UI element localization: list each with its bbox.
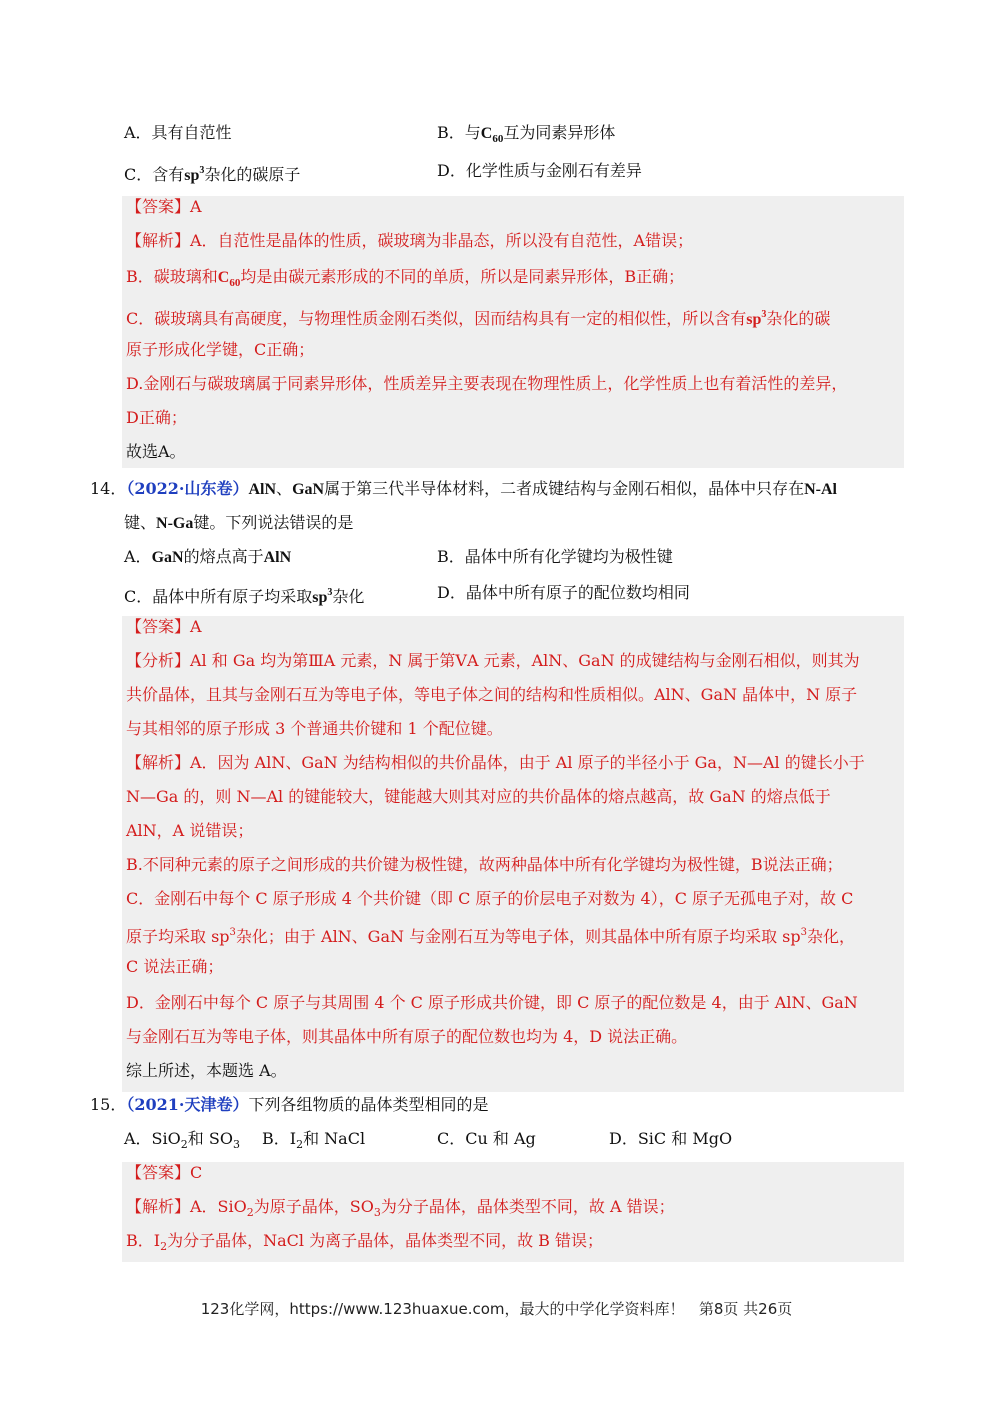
q15-jiexi-2-b: 为分子晶体，NaCl 为离子晶体，晶体类型不同，故 B 错误； bbox=[167, 1231, 604, 1250]
q14-option-a-formula-2: AlN bbox=[263, 549, 292, 566]
q13-analysis-line-2 bbox=[126, 266, 684, 294]
q15-answer: 【答案】C bbox=[126, 1163, 203, 1182]
q14-option-c-text: 杂化 bbox=[332, 587, 365, 606]
q14-jiexi-line-1: 【解析】A．因为 AlN、GaN 为结构相似的共价晶体，由于 Al 原子的半径小于 Ga，N—Al 的键长小于 bbox=[126, 753, 865, 772]
footer-page-number: 第8页 共26页 bbox=[698, 1300, 793, 1318]
q13-analysis-3-text: 杂化的碳 bbox=[766, 309, 831, 328]
q15-option-b-2: 和 NaCl bbox=[303, 1129, 366, 1148]
q14-jiexi-line-3: AlN，A 说错误； bbox=[126, 821, 254, 840]
q15-jiexi-line-1 bbox=[126, 1196, 675, 1224]
q14-jiexi-line-6 bbox=[126, 922, 855, 948]
q13-option-b-prefix: B．与 bbox=[437, 123, 481, 142]
q14-formula-aln: AlN bbox=[248, 481, 277, 498]
q14-stem-text-1: 属于第三代半导体材料，二者成键结构与金刚石相似，晶体中只存在 bbox=[324, 479, 805, 498]
q13-option-c-prefix: C．含有 bbox=[124, 165, 185, 184]
q13-analysis-3-sup: 3 bbox=[761, 309, 767, 320]
q15-answer-box bbox=[122, 1162, 904, 1262]
q13-analysis-3-formula: sp bbox=[746, 311, 762, 328]
q15-jiexi-1-sub-2: 3 bbox=[373, 1206, 381, 1219]
q14-option-c-prefix: C．晶体中所有原子均采取 bbox=[124, 587, 313, 606]
q15-option-a bbox=[124, 1128, 240, 1156]
q15-jiexi-line-2 bbox=[126, 1230, 603, 1258]
q13-analysis-2-formula: C bbox=[217, 269, 230, 286]
q14-stem-line-2 bbox=[124, 512, 353, 535]
q13-analysis-line-1: 【解析】A．自范性是晶体的性质，碳玻璃为非晶态，所以没有自范性，A错误； bbox=[126, 231, 694, 250]
q13-analysis-line-3 bbox=[126, 304, 830, 331]
q13-analysis-line-6: D正确； bbox=[126, 408, 187, 427]
q13-analysis-line-7: 故选A。 bbox=[126, 442, 186, 461]
q13-analysis-2-text: 均是由碳元素形成的不同的单质，所以是同素异形体，B正确； bbox=[240, 267, 685, 286]
q14-jiexi-6-sup-2: 3 bbox=[800, 927, 808, 938]
q14-option-b: B．晶体中所有化学键均为极性键 bbox=[437, 547, 673, 566]
q13-analysis-3-prefix: C．碳玻璃具有高硬度，与物理性质金刚石类似，因而结构具有一定的相似性，所以含有 bbox=[126, 309, 747, 328]
footer-site-text: 123化学网，https://www.123huaxue.com，最大的中学化学资料库！ bbox=[200, 1300, 685, 1318]
q13-option-b-text: 互为同素异形体 bbox=[503, 123, 616, 142]
q15-stem-text: 下列各组物质的晶体类型相同的是 bbox=[248, 1095, 489, 1114]
q14-option-c-formula: sp bbox=[312, 589, 328, 606]
q14-fenxi-line-1: 【分析】Al 和 Ga 均为第ⅢA 元素，N 属于第ⅤA 元素，AlN、GaN 的成键结构与金刚石相似，则其为 bbox=[126, 651, 860, 670]
q13-analysis-2-sub: 60 bbox=[229, 277, 241, 289]
q13-option-c-text: 杂化的碳原子 bbox=[204, 165, 301, 184]
q14-fenxi-line-3: 与其相邻的原子形成 3 个普通共价键和 1 个配位键。 bbox=[126, 719, 503, 738]
q14-fenxi-line-2: 共价晶体，且其与金刚石互为等电子体，等电子体之间的结构和性质相似。AlN、GaN 晶体中，N 原子 bbox=[126, 685, 858, 704]
q14-stem-text-3: 键。下列说法错误的是 bbox=[193, 513, 354, 532]
q13-option-b-formula: C bbox=[480, 125, 493, 142]
q14-stem-sep: 、 bbox=[276, 479, 293, 498]
q14-jiexi-line-5: C．金刚石中每个 C 原子形成 4 个共价键（即 C 原子的价层电子对数为 4），C 原子无孤电子对，故 C bbox=[126, 889, 854, 908]
q13-option-c-sup: 3 bbox=[199, 165, 205, 176]
q14-option-a-text: 的熔点高于 bbox=[183, 547, 264, 566]
q15-source: （2021·天津卷） bbox=[126, 1095, 249, 1114]
q15-jiexi-1-sub-1: 2 bbox=[246, 1206, 254, 1219]
q14-stem-line-1 bbox=[90, 478, 837, 501]
q14-jiexi-line-2: N—Ga 的，则 N—Al 的键能较大，键能越大则其对应的共价晶体的熔点越高，故 GaN 的熔点低于 bbox=[126, 787, 831, 806]
q13-analysis-line-4: 原子形成化学键，C正确； bbox=[126, 340, 315, 359]
q15-option-a-sub-1: 2 bbox=[180, 1138, 188, 1151]
q14-jiexi-6-sup-1: 3 bbox=[229, 927, 236, 938]
q15-option-a-2: 和 SO bbox=[187, 1129, 233, 1148]
q14-jiexi-6-post: 杂化， bbox=[807, 927, 856, 946]
q15-option-b-sub: 2 bbox=[296, 1138, 304, 1151]
q14-source: （2022·山东卷） bbox=[126, 479, 249, 498]
q13-analysis-2-prefix: B．碳玻璃和 bbox=[126, 267, 218, 286]
q15-option-b-1: B．I bbox=[262, 1129, 297, 1148]
q15-jiexi-2-sub: 2 bbox=[160, 1240, 168, 1253]
q14-formula-gan: GaN bbox=[292, 481, 325, 498]
q14-option-c bbox=[124, 582, 364, 609]
q15-number: 15． bbox=[90, 1095, 127, 1114]
q13-option-a: A．具有自范性 bbox=[124, 123, 232, 142]
q14-option-a bbox=[124, 546, 291, 569]
q15-option-d: D．SiC 和 MgO bbox=[609, 1129, 733, 1148]
q15-jiexi-2-a: B．I bbox=[126, 1231, 161, 1250]
q14-option-d: D．晶体中所有原子的配位数均相同 bbox=[437, 583, 690, 602]
q14-jiexi-line-4: B.不同种元素的原子之间形成的共价键为极性键，故两种晶体中所有化学键均为极性键，B说法正确； bbox=[126, 855, 843, 874]
q14-formula-nga: N-Ga bbox=[156, 515, 194, 532]
q13-option-c-formula: sp bbox=[184, 167, 200, 184]
q15-jiexi-1-c: 为分子晶体，晶体类型不同，故 A 错误； bbox=[380, 1197, 675, 1216]
q14-jiexi-line-10: 综上所述，本题选 A。 bbox=[126, 1061, 287, 1080]
q13-option-b-sub: 60 bbox=[492, 133, 504, 145]
q14-option-a-formula-1: GaN bbox=[151, 549, 184, 566]
q15-jiexi-1-b: 为原子晶体，SO bbox=[253, 1197, 374, 1216]
q13-option-c bbox=[124, 160, 300, 187]
q13-option-b bbox=[437, 122, 615, 150]
q14-answer: 【答案】A bbox=[126, 617, 202, 636]
q15-option-a-1: A．SiO bbox=[124, 1129, 181, 1148]
q14-jiexi-line-9: 与金刚石互为等电子体，则其晶体中所有原子的配位数也均为 4，D 说法正确。 bbox=[126, 1027, 688, 1046]
q13-answer-box bbox=[122, 196, 904, 468]
q15-option-b bbox=[262, 1128, 365, 1156]
q14-jiexi-line-8: D．金刚石中每个 C 原子与其周围 4 个 C 原子形成共价键，即 C 原子的配位数是 4，由于 AlN、GaN bbox=[126, 993, 858, 1012]
q15-option-a-sub-2: 3 bbox=[232, 1138, 240, 1151]
q15-option-c: C．Cu 和 Ag bbox=[437, 1129, 536, 1148]
q14-jiexi-6-prefix: 原子均采取 sp bbox=[126, 927, 230, 946]
q14-option-a-prefix: A． bbox=[124, 547, 152, 566]
q15-stem bbox=[90, 1094, 489, 1116]
page-footer bbox=[0, 1298, 993, 1319]
q15-jiexi-1-a: 【解析】A．SiO bbox=[126, 1197, 247, 1216]
q13-answer: 【答案】A bbox=[126, 197, 202, 216]
q14-option-c-sup: 3 bbox=[327, 587, 333, 598]
q14-jiexi-line-7: C 说法正确； bbox=[126, 957, 224, 976]
q13-option-d: D．化学性质与金刚石有差异 bbox=[437, 161, 642, 180]
q14-stem-text-2: 键、 bbox=[124, 513, 157, 532]
q13-analysis-line-5: D.金刚石与碳玻璃属于同素异形体，性质差异主要表现在物理性质上，化学性质上也有着活性的差异， bbox=[126, 374, 848, 393]
q14-formula-nal: N-Al bbox=[804, 481, 837, 498]
q14-number: 14． bbox=[90, 479, 127, 498]
q14-answer-box bbox=[122, 616, 904, 1092]
q14-jiexi-6-mid: 杂化；由于 AlN、GaN 与金刚石互为等电子体，则其晶体中所有原子均采取 sp bbox=[235, 927, 801, 946]
